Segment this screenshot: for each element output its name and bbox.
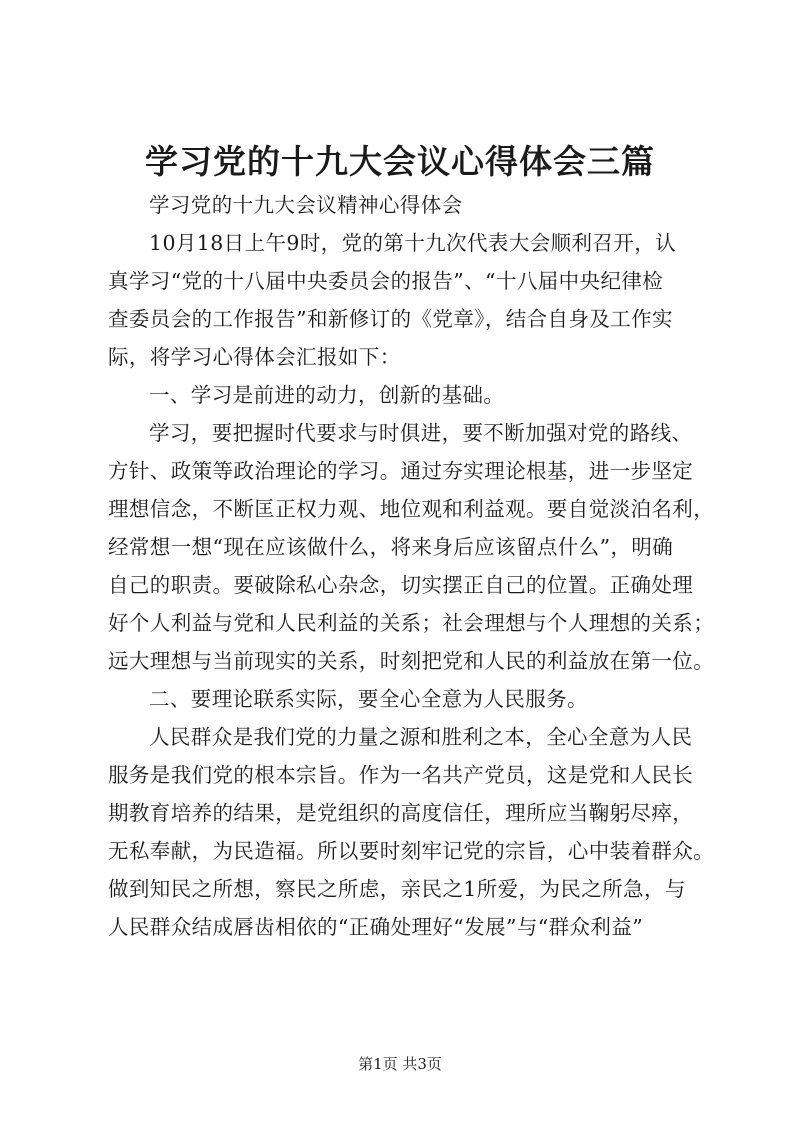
document-title: 学习党的十九大会议心得体会三篇 — [145, 142, 655, 181]
section-heading-2 — [108, 680, 708, 718]
paragraph-study — [108, 414, 715, 680]
page-footer: 第1页 共3页 — [358, 1055, 442, 1073]
text-line: 际，将学习心得体会汇报如下： — [108, 345, 401, 369]
text-line: 期教育培养的结果，是党组织的高度信任，理所应当鞠躬尽瘁， — [108, 801, 694, 825]
text-line: 经常想一想“现在应该做什么，将来身后应该留点什么”，明确 — [108, 535, 674, 559]
text-line: 做到知民之所想，察民之所虑，亲民之1所爱，为民之所急，与 — [108, 877, 686, 901]
text-line: 自己的职责。要破除私心杂念，切实摆正自己的位置。正确处理 — [108, 573, 694, 597]
section-heading-1 — [108, 376, 708, 414]
text-line: 服务是我们党的根本宗旨。作为一名共产党员，这是党和人民长 — [108, 763, 694, 787]
text-line: 方针、政策等政治理论的学习。通过夯实理论根基，进一步坚定 — [108, 459, 694, 483]
text-line: 学习党的十九大会议精神心得体会 — [149, 193, 463, 217]
text-line: 远大理想与当前现实的关系，时刻把党和人民的利益放在第一位。 — [108, 649, 715, 673]
text-line: 人民群众结成唇齿相依的“正确处理好“发展”与“群众利益” — [108, 915, 644, 939]
text-line: 好个人利益与党和人民利益的关系；社会理想与个人理想的关系； — [108, 611, 715, 635]
text-line: 理想信念，不断匡正权力观、地位观和利益观。要自觉淡泊名利， — [108, 497, 715, 521]
text-line: 无私奉献，为民造福。所以要时刻牢记党的宗旨，心中装着群众。 — [108, 839, 715, 863]
paragraph-subtitle — [108, 186, 708, 224]
text-line: 学习，要把握时代要求与时俱进，要不断加强对党的路线、 — [149, 421, 693, 445]
document-body — [108, 186, 715, 946]
text-line: 一、学习是前进的动力，创新的基础。 — [149, 383, 505, 407]
text-line: 10月18日上午9时，党的第十九次代表大会顺利召开，认 — [149, 231, 677, 255]
text-line: 人民群众是我们党的力量之源和胜利之本，全心全意为人民 — [149, 725, 693, 749]
text-line: 查委员会的工作报告”和新修订的《党章》，结合自身及工作实 — [108, 307, 673, 331]
paragraph-service — [108, 718, 715, 946]
text-line: 二、要理论联系实际，要全心全意为人民服务。 — [149, 687, 588, 711]
text-line: 真学习“党的十八届中央委员会的报告”、“十八届中央纪律检 — [108, 269, 664, 293]
paragraph-intro — [108, 224, 708, 376]
